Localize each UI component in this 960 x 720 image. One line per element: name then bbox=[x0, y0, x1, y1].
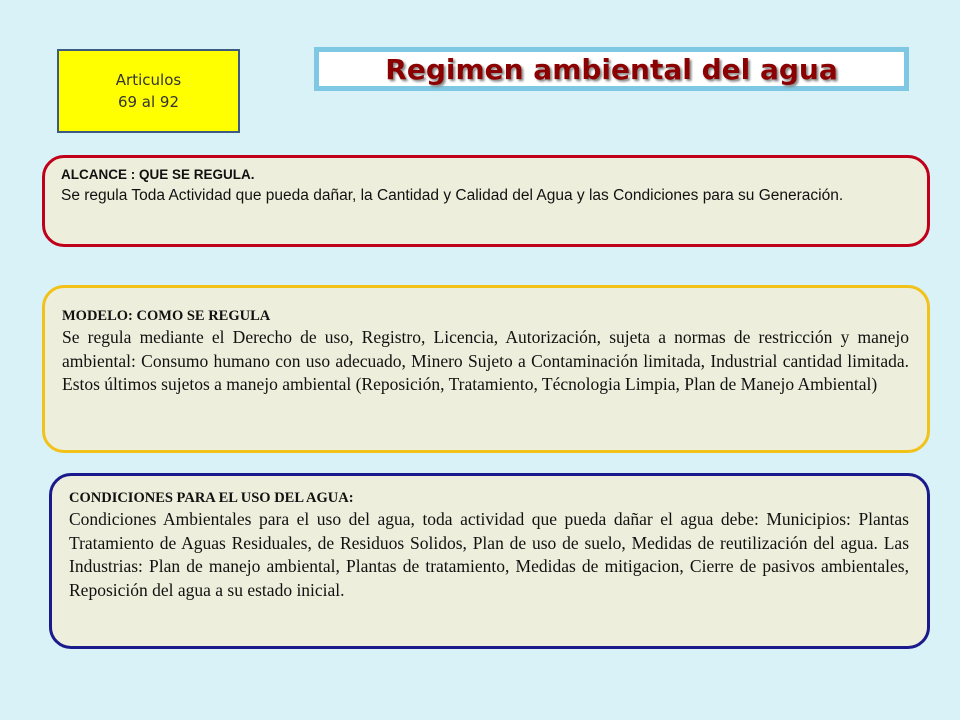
articles-tag bbox=[57, 49, 240, 133]
title-bar bbox=[314, 47, 909, 91]
page-title: Regimen ambiental del agua bbox=[385, 52, 838, 86]
articles-tag-line1: Articulos bbox=[115, 71, 182, 89]
scope-box bbox=[42, 155, 930, 247]
model-body: Se regula mediante el Derecho de uso, Registro, Licencia, Autorización, sujeta a normas de restricción y manejo ambiental: Consumo humano con uso adecuado, Minero Sujeto a Contaminación limitada, Industrial cantidad limitada. Estos últimos sujetos a manejo ambiental (Reposición, Tratamiento, Técnologia Limpia, Plan de Manejo Ambiental) bbox=[62, 327, 909, 394]
model-box bbox=[42, 285, 930, 453]
conditions-box bbox=[49, 473, 930, 649]
model-heading: MODELO: COMO SE REGULA bbox=[62, 308, 271, 324]
scope-body: Se regula Toda Actividad que pueda dañar, la Cantidad y Calidad del Agua y las Condiciones para su Generación. bbox=[61, 187, 844, 204]
conditions-heading: CONDICIONES PARA EL USO DEL AGUA: bbox=[69, 490, 354, 506]
scope-heading: ALCANCE : QUE SE REGULA. bbox=[61, 167, 255, 182]
articles-tag-line2: 69 al 92 bbox=[117, 93, 180, 111]
conditions-body: Condiciones Ambientales para el uso del agua, toda actividad que pueda dañar el agua debe: Municipios: Plantas Tratamiento de Aguas Residuales, de Residuos Solidos, Plan de uso de suelo, Medidas de reutilización del agua. Las Industrias: Plan de manejo ambiental, Plantas de tratamiento, Medidas de mitigacion, Cierre de pasivos ambientales, Reposición del agua a su estado inicial. bbox=[69, 509, 909, 600]
